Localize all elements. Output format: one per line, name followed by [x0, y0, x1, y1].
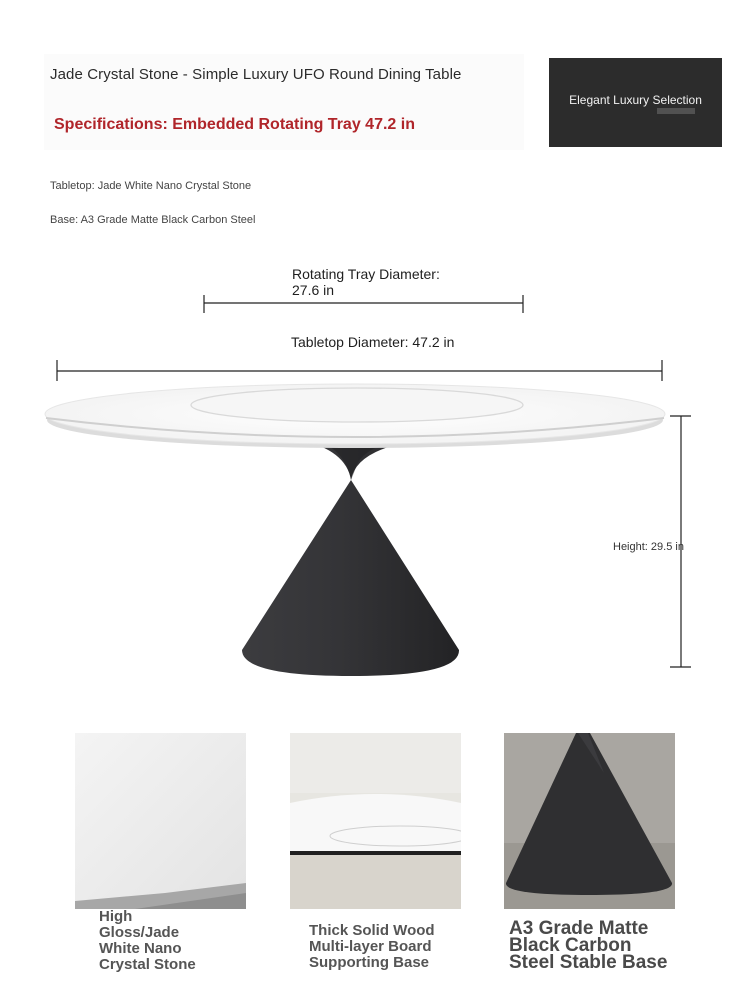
caption-base [509, 920, 667, 971]
tray-diameter-line2: 27.6 in [292, 282, 335, 298]
caption-stone [99, 909, 196, 973]
height-dimension-line [670, 416, 691, 667]
steel-base-image [504, 733, 675, 909]
caption-stone-line4: Crystal Stone [99, 956, 196, 973]
caption-base-line3: Steel Stable Base [509, 952, 668, 973]
table-base [242, 440, 459, 676]
caption-board-line2: Multi-layer Board [309, 938, 432, 955]
tabletop [45, 384, 665, 448]
caption-base-line1: A3 Grade Matte [509, 918, 649, 939]
tray-diameter-line1: Rotating Tray Diameter: [292, 266, 440, 282]
caption-stone-line2: Gloss/Jade [99, 924, 180, 941]
page-title: Jade Crystal Stone - Simple Luxury UFO Round Dining Table [50, 66, 462, 83]
caption-stone-line1: High [99, 908, 133, 925]
detail-image-stone [75, 733, 246, 909]
tabletop-dimension-line [57, 360, 662, 381]
base-material: Base: A3 Grade Matte Black Carbon Steel [50, 214, 256, 226]
tabletop-diameter-label: Tabletop Diameter: 47.2 in [291, 334, 455, 350]
stone-surface-image [75, 733, 246, 909]
badge-text: Elegant Luxury Selection [569, 93, 702, 107]
caption-stone-line3: White Nano [99, 940, 182, 957]
tray-dimension-line [204, 295, 523, 313]
caption-board [309, 923, 435, 971]
rotating-tray [191, 388, 523, 422]
specifications-text: Specifications: Embedded Rotating Tray 47.2 in [54, 116, 415, 133]
tabletop-edge-image [290, 733, 461, 909]
caption-board-line3: Supporting Base [309, 954, 430, 971]
caption-base-line2: Black Carbon [509, 935, 632, 956]
tabletop-material: Tabletop: Jade White Nano Crystal Stone [50, 180, 252, 192]
detail-image-base [504, 733, 675, 909]
height-label: Height: 29.5 in [613, 541, 684, 553]
caption-board-line1: Thick Solid Wood [309, 922, 435, 939]
detail-image-board [290, 733, 461, 909]
